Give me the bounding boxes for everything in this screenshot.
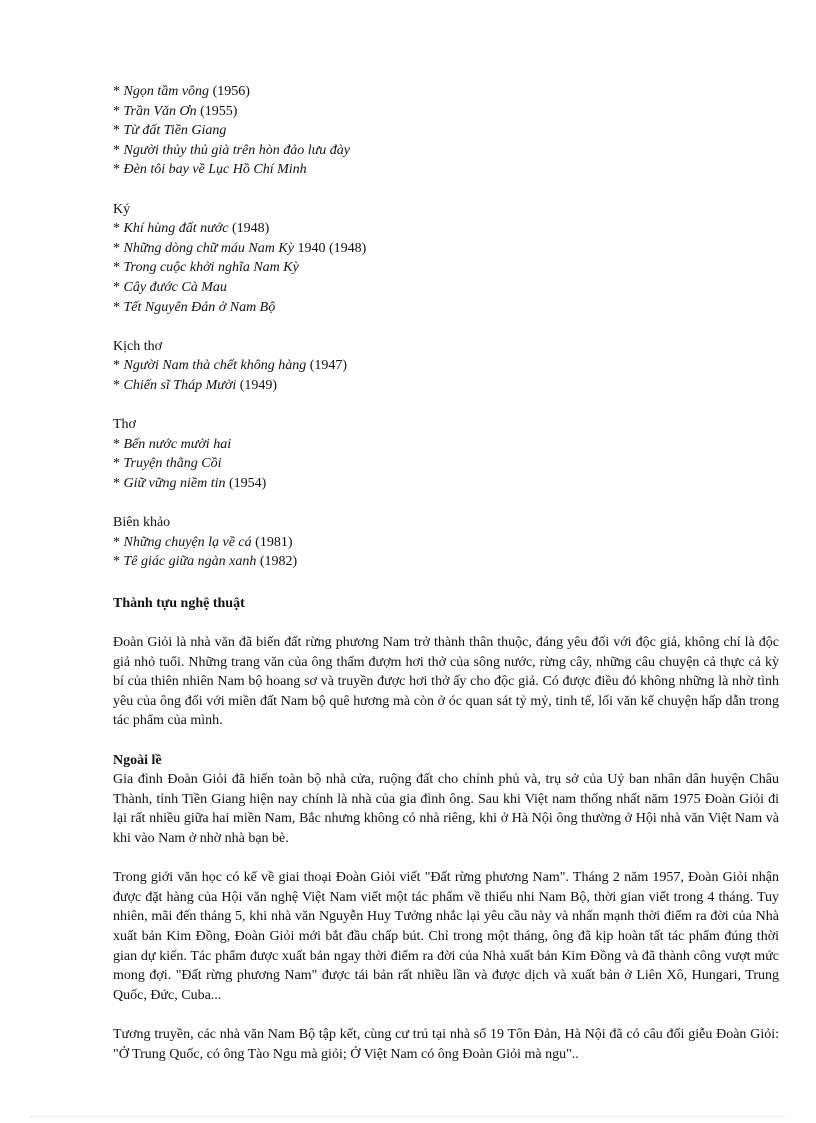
list-item: * Cây đước Cà Mau bbox=[113, 279, 227, 295]
paragraph-ngoai-le-3: Tương truyền, các nhà văn Nam Bộ tập kết, cùng cư trú tại nhà số 19 Tôn Đản, Hà Nội đã có câu đối giễu Đoàn Giỏi: "Ở Trung Quốc, có ông Tào Ngu mà giỏi; Ở Việt Nam có ông Đoàn Giỏi mà ngu".. bbox=[113, 1026, 779, 1062]
document-page bbox=[113, 82, 779, 1064]
list-item: * Khí hùng đất nước (1948) bbox=[113, 221, 270, 237]
list-item: * Người Nam thà chết không hàng (1947) bbox=[113, 358, 348, 374]
list-item: * Những dòng chữ máu Nam Kỳ 1940 (1948) bbox=[113, 240, 367, 256]
list-item: * Giữ vững niềm tin (1954) bbox=[113, 475, 267, 491]
list-item: * Chiến sĩ Tháp Mười (1949) bbox=[113, 377, 278, 393]
kich-tho-section bbox=[113, 337, 779, 396]
list-item: * Tê giác giữa ngàn xanh (1982) bbox=[113, 554, 298, 570]
section-label-ky: Ký bbox=[113, 201, 131, 217]
list-item: * Đèn tôi bay về Lục Hồ Chí Minh bbox=[113, 162, 307, 178]
paragraph-ngoai-le-2: Trong giới văn học có kể về giai thoại Đoàn Giỏi viết "Đất rừng phương Nam". Tháng 2 năm 1957, Đoàn Giỏi nhận được đặt hàng của Hội văn nghệ Việt Nam viết một tác phẩm về thiếu nhi Nam Bộ, thời gian viết trong 4 tháng. Tuy nhiên, mãi đến tháng 5, khi nhà văn Nguyễn Huy Tưởng nhắc lại yêu cầu này và nhấn mạnh thời điểm ra đời của Nhà xuất bản Kim Đồng, Đoàn Giỏi mới bắt đầu chấp bút. Chỉ trong một tháng, ông đã kịp hoàn tất tác phẩm đúng thời gian dự kiến. Tác phẩm được xuất bản ngay thời điểm ra đời của Nhà xuất bản Kim Đồng và đã thành công vượt mức mong đợi. "Đất rừng phương Nam" được tái bản rất nhiều lần và được dịch và xuất bản ở Liên Xô, Hungari, Trung Quốc, Đức, Cuba... bbox=[113, 870, 779, 1003]
heading-ngoai-le: Ngoài lề bbox=[113, 752, 162, 768]
list-item: * Người thủy thủ già trên hòn đảo lưu đày bbox=[113, 142, 351, 158]
heading-thanh-tuu: Thành tựu nghệ thuật bbox=[113, 595, 245, 611]
paragraph-thanh-tuu: Đoàn Giỏi là nhà văn đã biến đất rừng phương Nam trở thành thân thuộc, đáng yêu đối với độc giả, không chỉ là độc giả nhỏ tuổi. Những trang văn của ông thấm đượm hơi thở của sông nước, rừng cây, những câu chuyện cả thực cả kỳ bí của thiên nhiên Nam bộ hoang sơ và truyền được hơi thở ấy cho độc giả. Có được điều đó không những là nhờ tình yêu của ông đối với miền đất Nam bộ quê hương mà còn ở óc quan sát tỷ mỷ, tinh tế, lối văn kể chuyện hấp dẫn trong tác phẩm của mình. bbox=[113, 635, 779, 729]
section-label-kich-tho: Kịch thơ bbox=[113, 338, 163, 354]
list-item: * Ngọn tầm vông (1956) bbox=[113, 84, 250, 99]
ky-section bbox=[113, 200, 779, 318]
list-item: * Những chuyện lạ về cá (1981) bbox=[113, 534, 293, 550]
section-label-tho: Thơ bbox=[113, 417, 136, 433]
works-list-top bbox=[113, 82, 779, 180]
page-bottom-divider bbox=[30, 1116, 786, 1117]
list-item: * Từ đất Tiền Giang bbox=[113, 123, 227, 139]
paragraph-ngoai-le-1: Gia đình Đoàn Giỏi đã hiến toàn bộ nhà cửa, ruộng đất cho chính phủ và, trụ sở của Uỷ ban nhân dân huyện Châu Thành, tỉnh Tiền Giang hiện nay chính là nhà của gia đình ông. Sau khi Việt nam thống nhất năm 1975 Đoàn Giỏi đi lại rất nhiều giữa hai miền Nam, Bắc nhưng không có nhà riêng, khi ở Hà Nội ông thường ở Hội nhà văn Việt Nam và khi vào Nam ở nhờ nhà bạn bè. bbox=[113, 772, 779, 846]
list-item: * Tết Nguyên Đán ở Nam Bộ bbox=[113, 299, 276, 315]
list-item: * Trong cuộc khởi nghĩa Nam Kỳ bbox=[113, 260, 299, 276]
list-item: * Trần Văn Ơn (1955) bbox=[113, 103, 238, 119]
list-item: * Truyện thằng Cồi bbox=[113, 456, 222, 472]
section-label-bien-khao: Biên khảo bbox=[113, 515, 171, 531]
tho-section bbox=[113, 415, 779, 493]
list-item: * Bến nước mười hai bbox=[113, 436, 232, 452]
bien-khao-section bbox=[113, 513, 779, 572]
